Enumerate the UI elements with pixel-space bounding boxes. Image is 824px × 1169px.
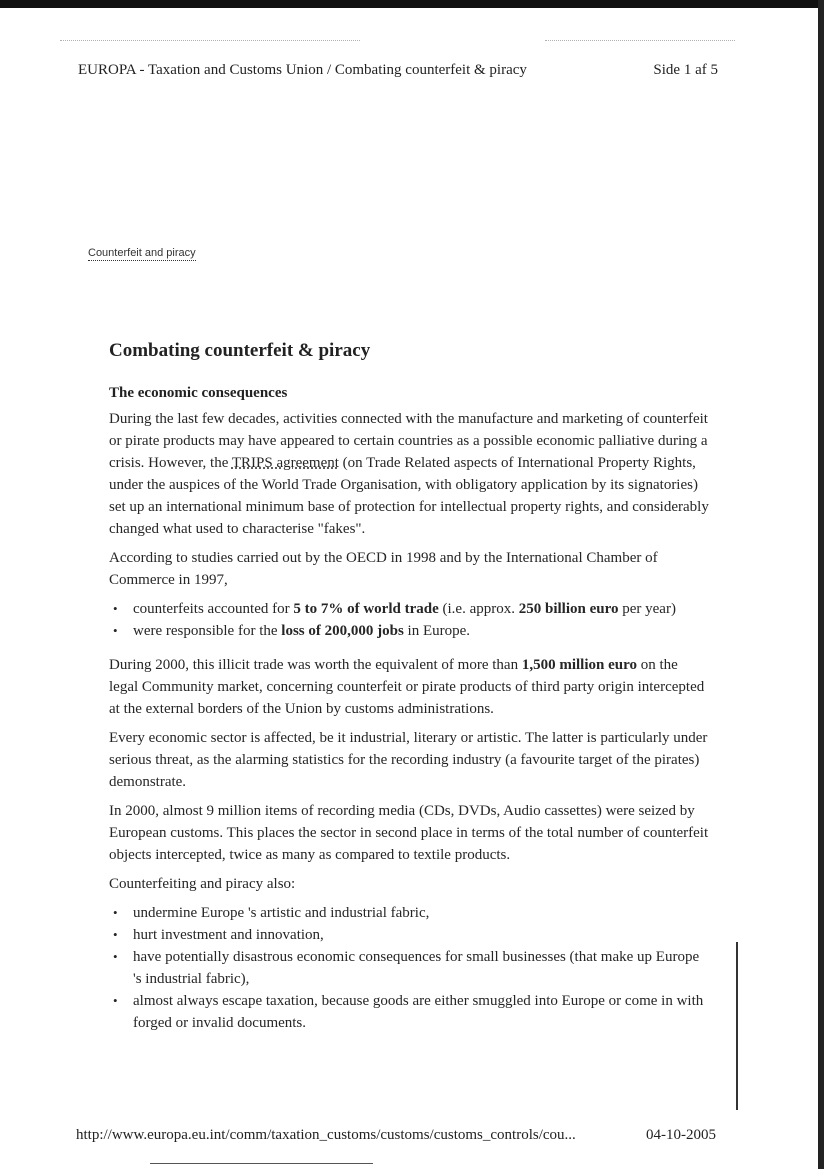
list-item-bold: loss of 200,000 jobs [281, 623, 404, 639]
paragraph-studies: According to studies carried out by the OECD in 1998 and by the International Chamber of Commerce in 1997, [109, 550, 658, 588]
paragraph-also: Counterfeiting and piracy also: [109, 876, 296, 892]
paragraph-text: on the legal Community market, concerning counterfeit or pirate products of third party origin intercepted at the external borders of the Union by customs administrations. [109, 657, 705, 717]
effects-list [109, 902, 709, 1034]
list-item: • hurt investment and innovation, [133, 924, 709, 946]
footer-date: 04-10-2005 [646, 1127, 716, 1143]
trips-agreement-link[interactable]: TRIPS agreement [231, 455, 339, 471]
scan-right-edge [818, 0, 824, 1169]
list-item: • almost always escape taxation, because goods are either smuggled into Europe or come in with forged or invalid documents. [133, 990, 709, 1034]
paragraph-illicit-trade [109, 654, 709, 720]
scan-top-edge [0, 0, 824, 8]
article [109, 340, 709, 1046]
paragraph-intro [109, 408, 709, 540]
list-item-text: counterfeits accounted for [133, 601, 294, 617]
list-item: • have potentially disastrous economic consequences for small businesses (that make up Europe 's industrial fabric), [133, 946, 709, 990]
footer-rule [150, 1163, 373, 1164]
list-item [133, 598, 709, 620]
studies-list [109, 598, 709, 642]
paragraph-text: During 2000, this illicit trade was worth the equivalent of more than [109, 657, 522, 673]
paragraph-sectors: Every economic sector is affected, be it industrial, literary or artistic. The latter is particularly under serious threat, as the alarming statistics for the recording industry (a favourite target of the pirates) demonstrate. [109, 730, 708, 790]
list-item [133, 620, 709, 642]
list-item-text: per year) [618, 601, 676, 617]
paragraph-intro-text-b: (on Trade Related aspects of International Property Rights, under the auspices of the World Trade Organisation, with obligatory application by its signatories) set up an international minimum base of protection for intellectual property rights, and considerably changed what used to characterise "fakes". [109, 455, 709, 537]
print-footer [76, 1127, 716, 1144]
list-item: • undermine Europe 's artistic and industrial fabric, [133, 902, 709, 924]
list-item-text: in Europe. [403, 623, 471, 639]
scan-noise-right [545, 40, 735, 45]
page-title: Combating counterfeit & piracy [109, 340, 371, 361]
breadcrumb-link[interactable]: Counterfeit and piracy [88, 247, 196, 259]
list-item-bold: 5 to 7% of world trade [293, 601, 439, 617]
paragraph-bold: 1,500 million euro [521, 657, 637, 673]
header-page-number: Side 1 af 5 [653, 62, 718, 78]
paragraph-intro-text-a: During the last few decades, activities connected with the manufacture and marketing of counterfeit or pirate products may have appeared to certain countries as a possible economic palliative during a crisis. However, the [109, 411, 708, 471]
print-header [78, 62, 718, 79]
scan-noise-left [60, 40, 360, 45]
header-title: EUROPA - Taxation and Customs Union / Combating counterfeit & piracy [78, 62, 527, 78]
footer-url: http://www.europa.eu.int/comm/taxation_customs/customs/customs_controls/cou... [76, 1127, 576, 1143]
list-item-text: (i.e. approx. [438, 601, 519, 617]
list-item-text: were responsible for the [133, 623, 282, 639]
paragraph-recording-media: In 2000, almost 9 million items of recording media (CDs, DVDs, Audio cassettes) were seized by European customs. This places the sector in second place in terms of the total number of counterfeit objects intercepted, twice as many as compared to textile products. [109, 803, 709, 863]
scan-margin-line [736, 942, 738, 1110]
list-item-bold: 250 billion euro [518, 601, 619, 617]
section-heading: The economic consequences [109, 385, 288, 401]
